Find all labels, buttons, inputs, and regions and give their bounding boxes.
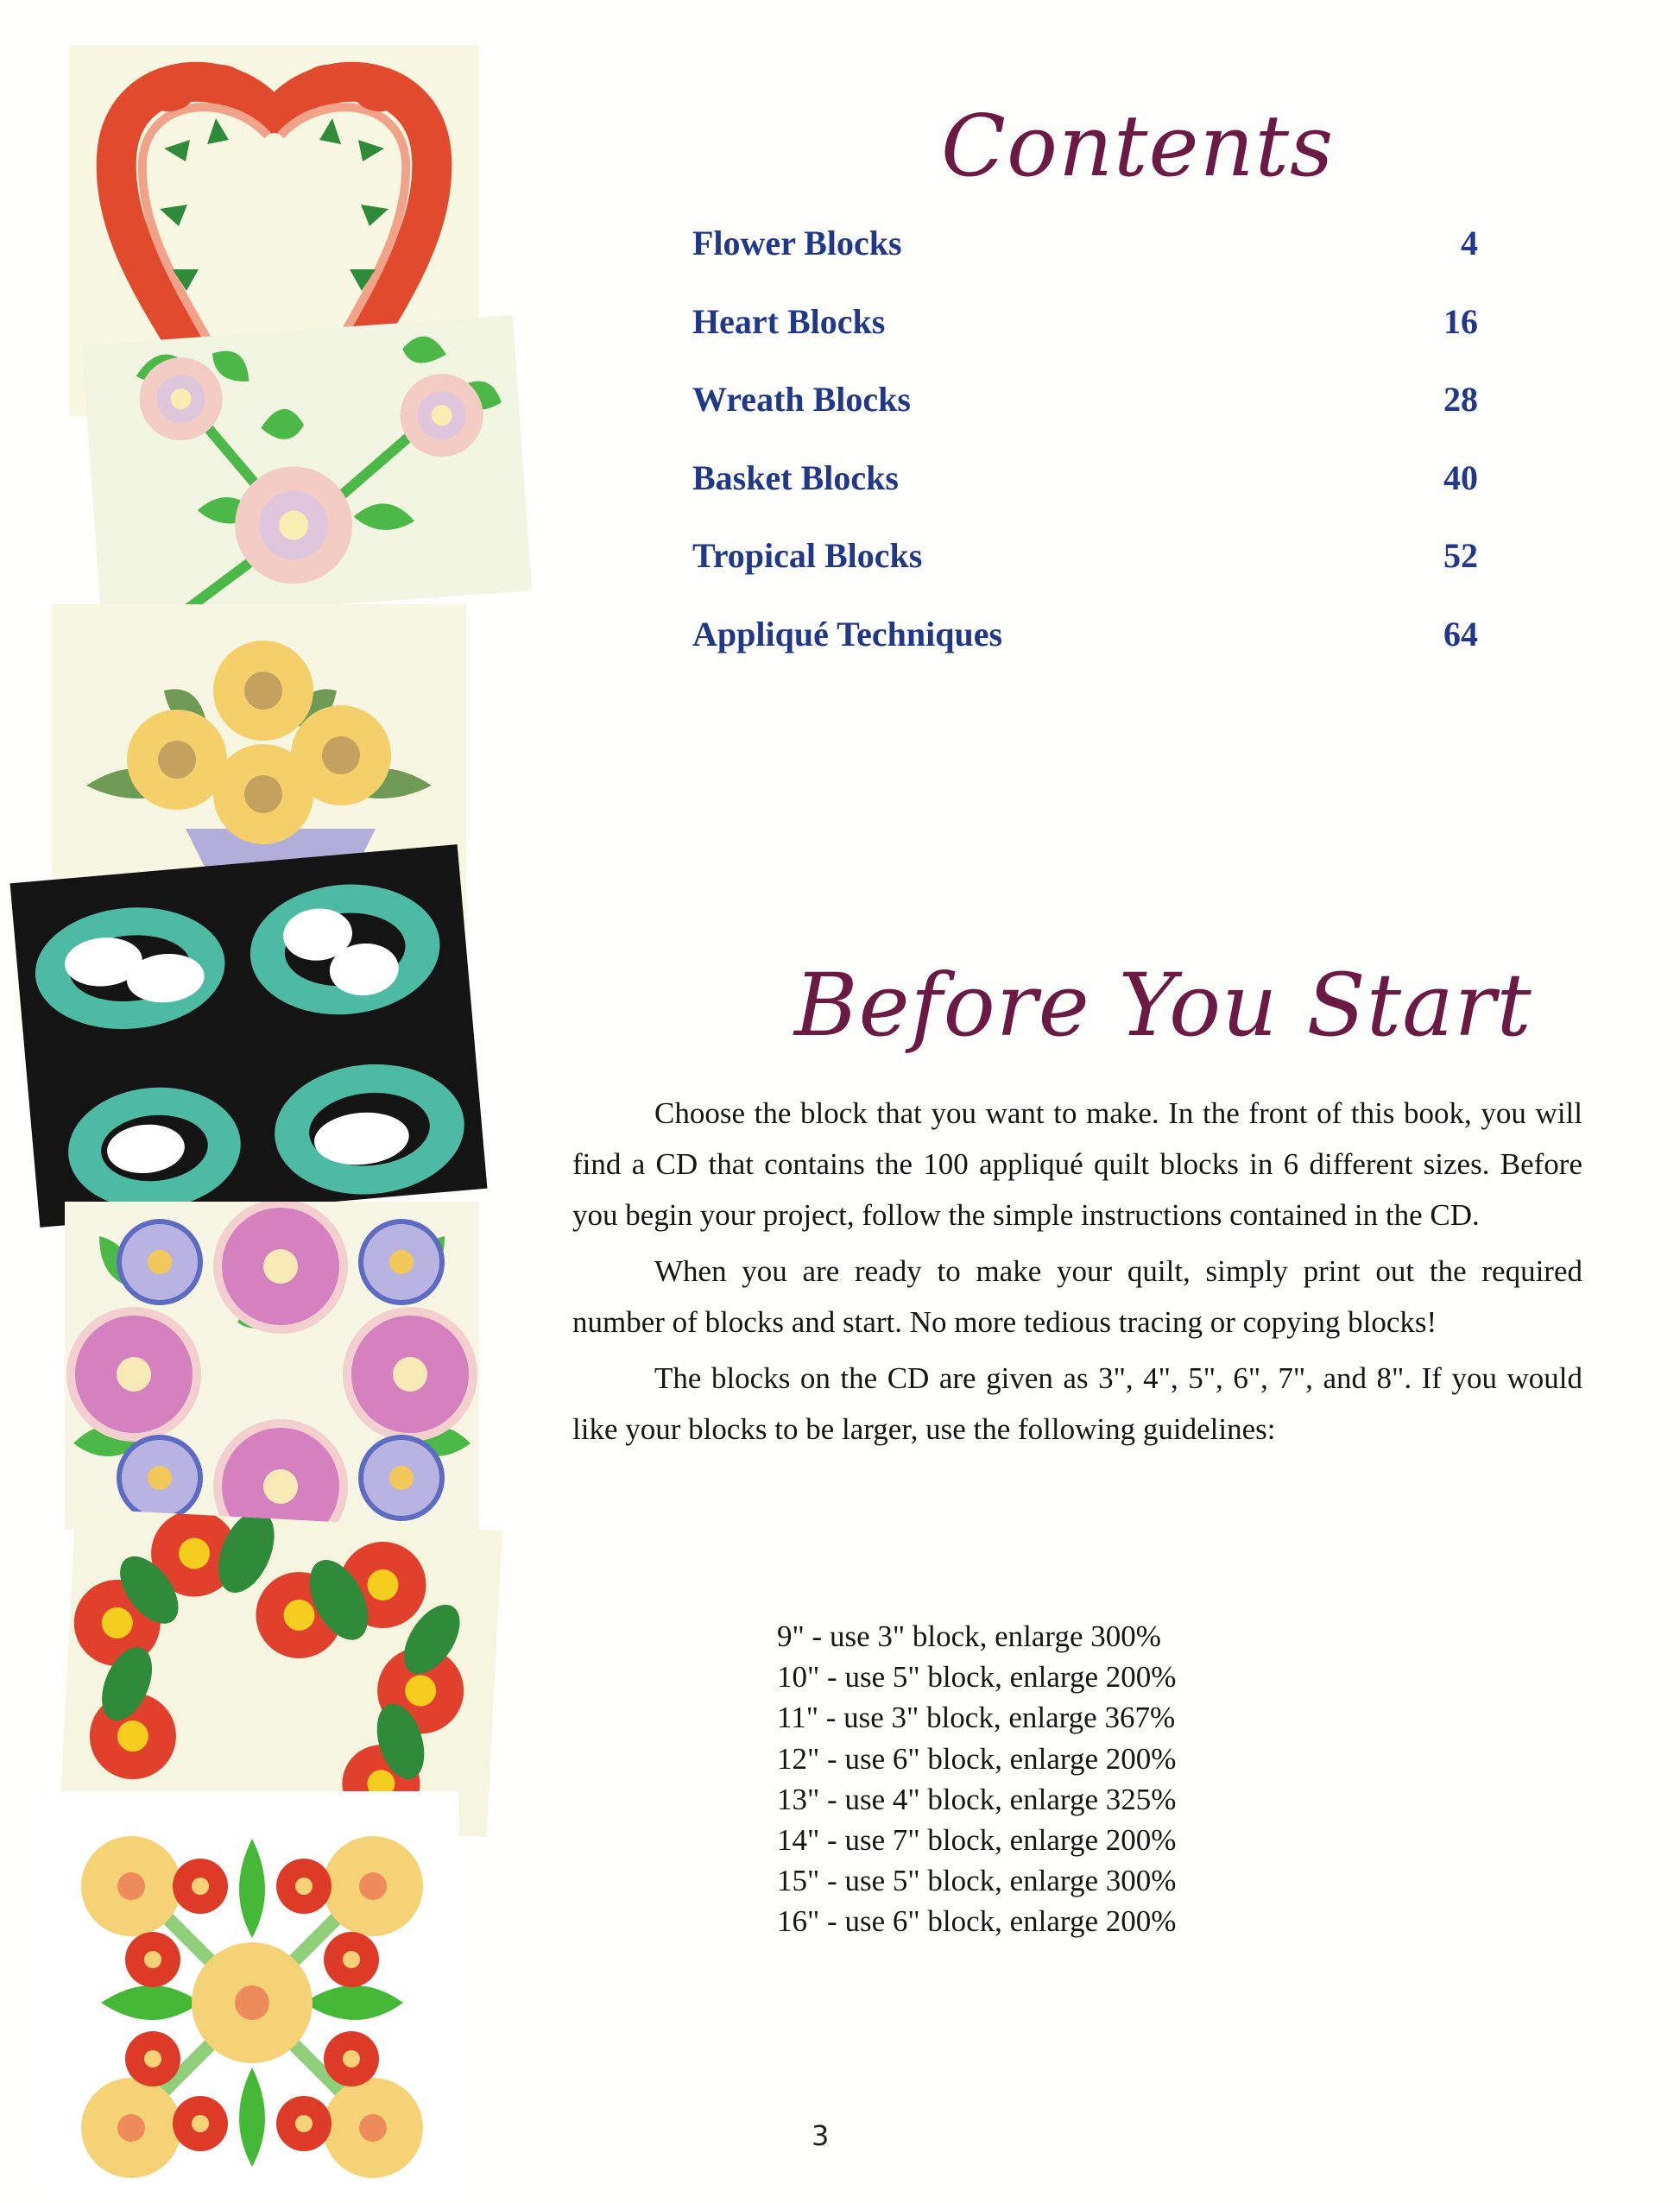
guideline-item: 13" - use 4" block, enlarge 325% <box>777 1782 1177 1816</box>
guideline-item: 14" - use 7" block, enlarge 200% <box>777 1823 1177 1858</box>
toc-label[interactable]: Appliqué Techniques <box>692 614 1003 653</box>
toc-label[interactable]: Heart Blocks <box>692 301 886 341</box>
guideline-item: 16" - use 6" block, enlarge 200% <box>777 1904 1177 1939</box>
red-flower-heart-quilt-block <box>60 1508 502 1836</box>
toc-entry-heart-blocks[interactable] <box>692 301 1478 380</box>
pink-purple-wreath-quilt-block <box>65 1202 479 1530</box>
toc-page-number[interactable]: 40 <box>1443 458 1478 497</box>
toc-label[interactable]: Wreath Blocks <box>692 380 911 419</box>
page-number: 3 <box>812 2119 830 2152</box>
guideline-item: 15" - use 5" block, enlarge 300% <box>777 1864 1177 1898</box>
enlargement-guidelines-list <box>777 1616 1176 1942</box>
paragraph-choose-block: Choose the block that you want to make. In the front of this book, you will find a CD that contains the 100 appliqué quilt blocks in 6 different sizes. Before you begin your project, follow the simple instructions contained in the CD. <box>572 1096 1582 1232</box>
paragraph-print-blocks: When you are ready to make your quilt, simply print out the required number of blocks and start. No more tedious tracing or copying blocks! <box>572 1254 1582 1339</box>
guideline-item: 11" - use 3" block, enlarge 367% <box>777 1701 1176 1735</box>
toc-page-number[interactable]: 16 <box>1443 301 1478 341</box>
guideline-item: 12" - use 6" block, enlarge 200% <box>777 1741 1177 1776</box>
pink-flower-quilt-block <box>82 315 532 621</box>
toc-entry-applique-techniques[interactable] <box>692 614 1478 692</box>
contents-heading: Contents <box>941 98 1335 196</box>
guideline-item: 10" - use 5" block, enlarge 200% <box>777 1660 1177 1695</box>
before-you-start-heading: Before You Start <box>794 955 1532 1056</box>
toc-entry-flower-blocks[interactable] <box>692 223 1478 301</box>
toc-page-number[interactable]: 52 <box>1443 536 1478 575</box>
toc-label[interactable]: Flower Blocks <box>692 224 902 262</box>
toc-label[interactable]: Basket Blocks <box>692 458 899 497</box>
yellow-red-flower-quilt-block <box>45 1791 459 2193</box>
instructions-body <box>572 1088 1582 1460</box>
table-of-contents <box>692 223 1478 691</box>
toc-page-number[interactable]: 28 <box>1443 380 1478 419</box>
toc-label[interactable]: Tropical Blocks <box>692 536 923 575</box>
toc-entry-tropical-blocks[interactable] <box>692 535 1478 614</box>
guideline-item: 9" - use 3" block, enlarge 300% <box>777 1619 1161 1653</box>
paragraph-block-sizes: The blocks on the CD are given as 3", 4", 5", 6", 7", and 8". If you would like your blocks to be larger, use the following guidelines: <box>572 1361 1582 1446</box>
toc-page-number[interactable]: 4 <box>1461 224 1478 262</box>
toc-entry-basket-blocks[interactable] <box>692 458 1478 536</box>
tropical-black-quilt-block <box>10 844 488 1228</box>
toc-page-number[interactable]: 64 <box>1443 614 1478 653</box>
toc-entry-wreath-blocks[interactable] <box>692 379 1478 458</box>
